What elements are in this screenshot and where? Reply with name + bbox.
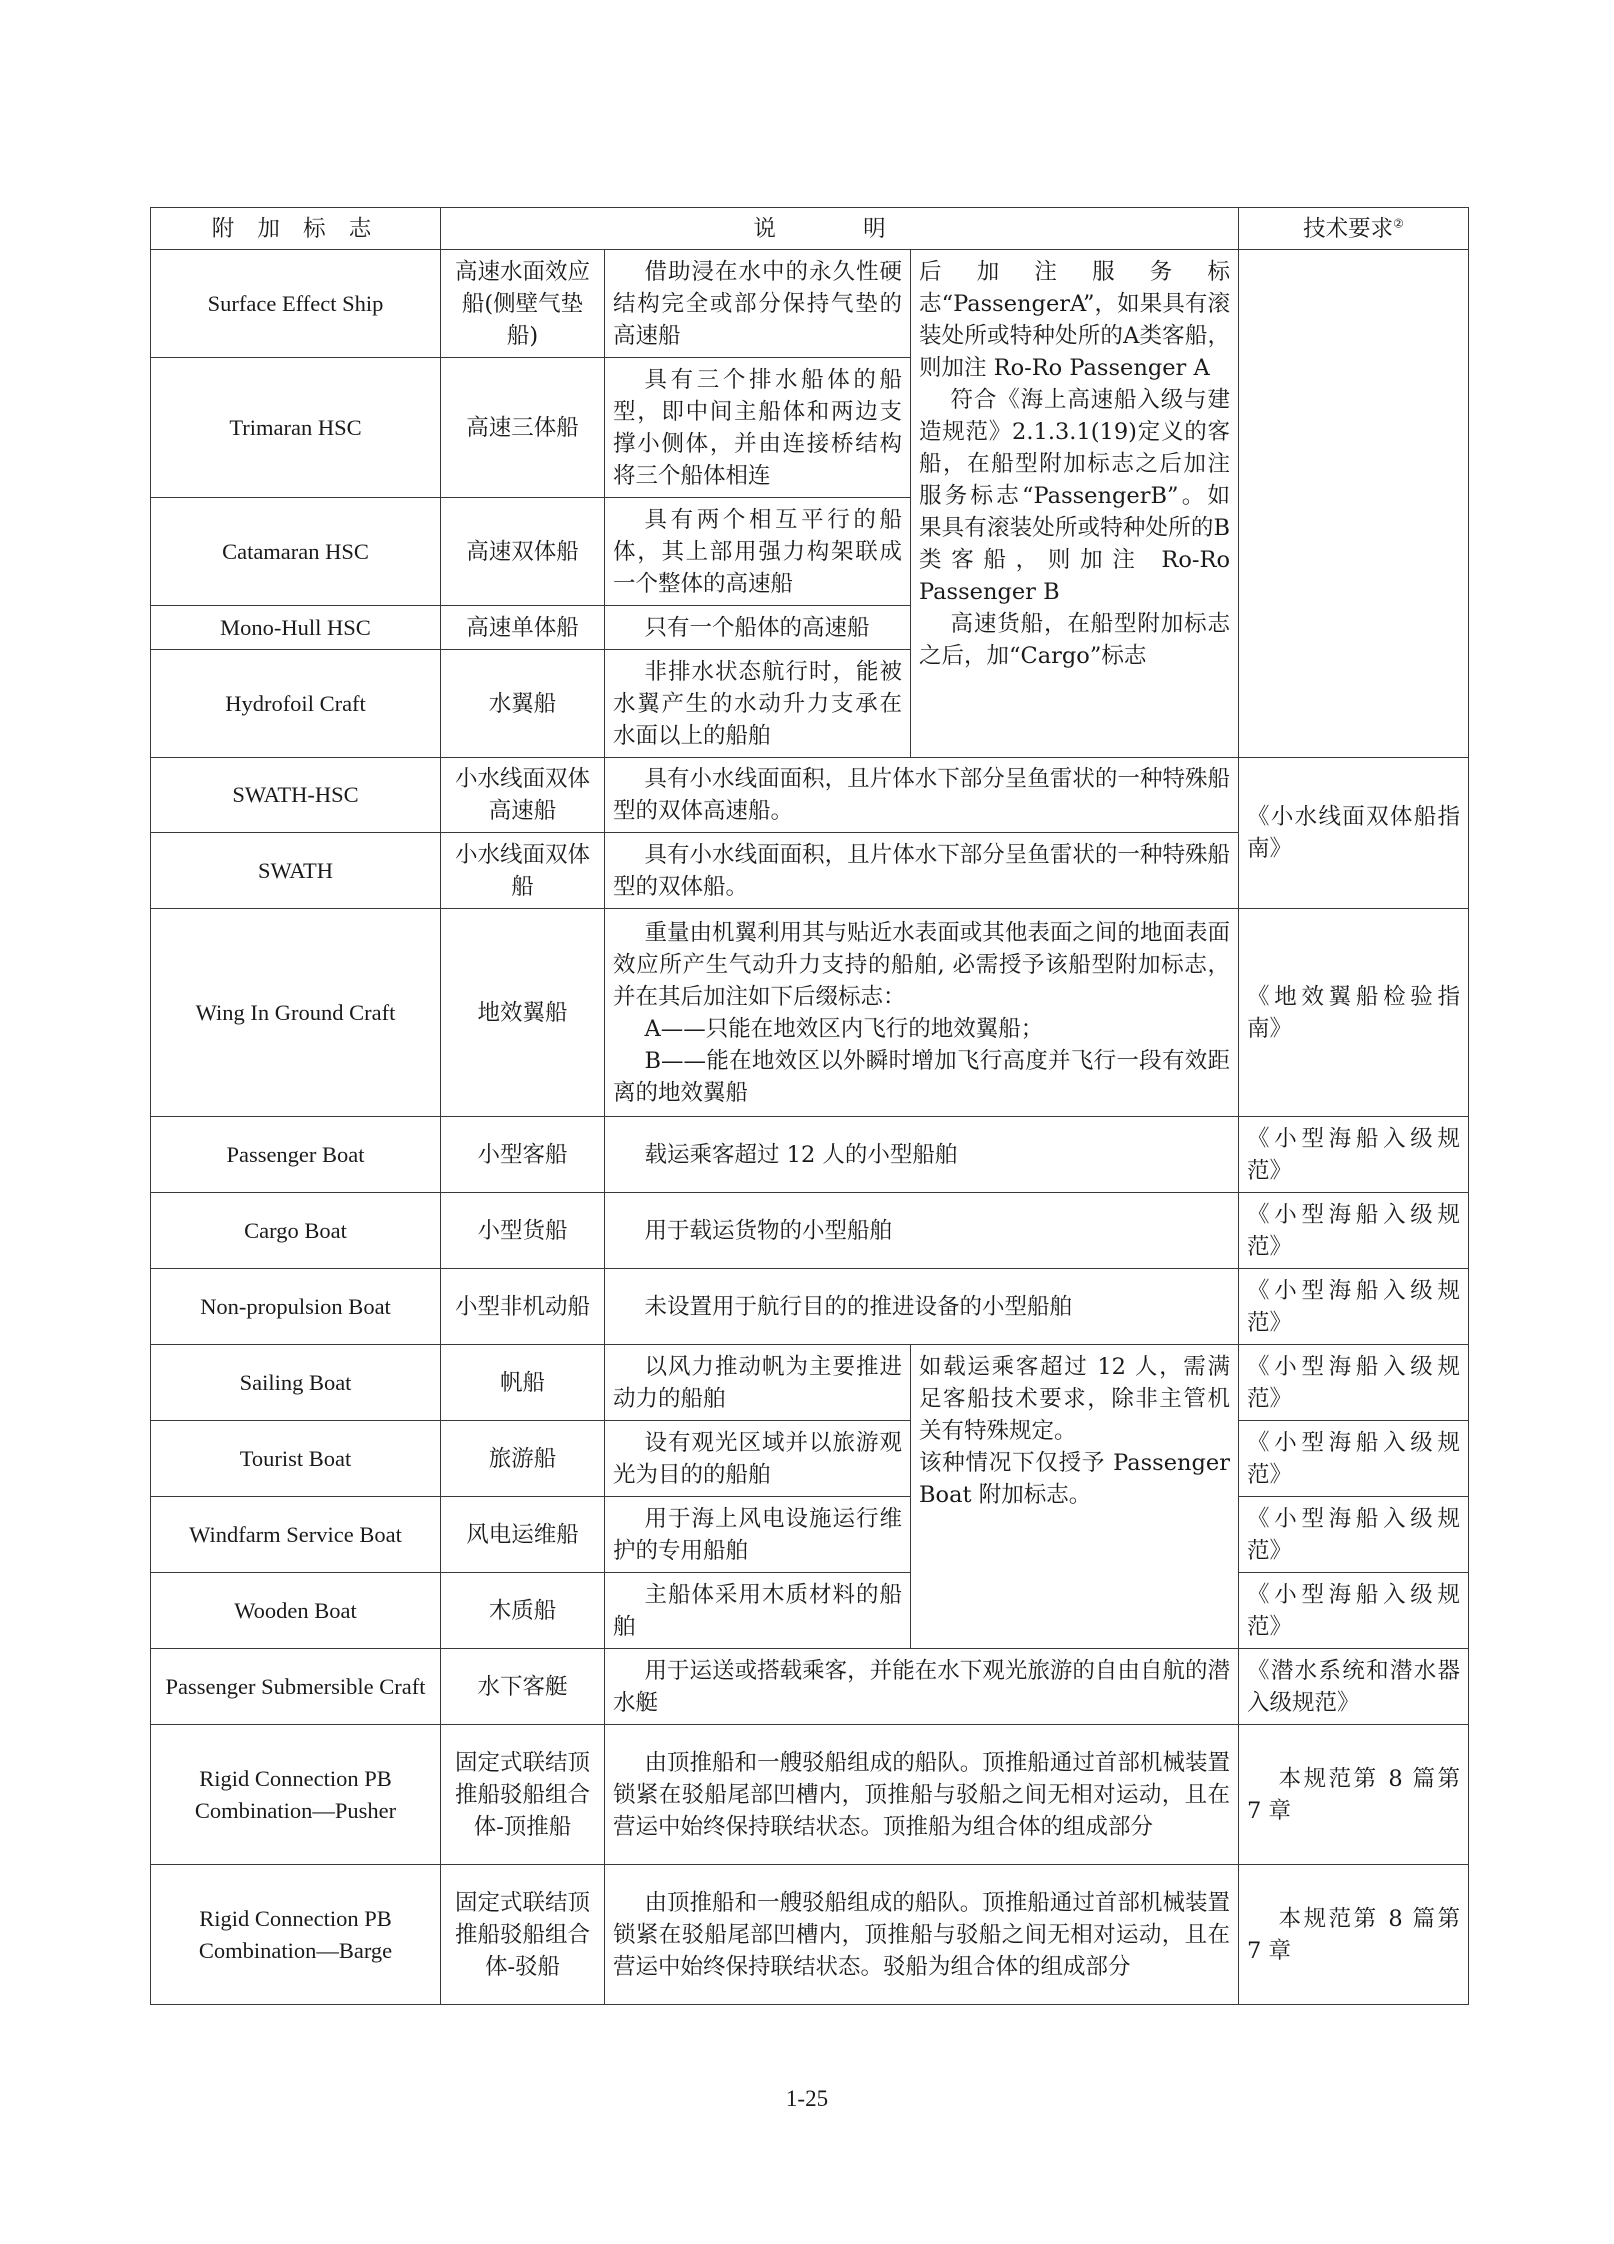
page-number: 1-25 (785, 2086, 829, 2111)
boat-group-note (911, 1345, 1239, 1649)
notation-cn: 高速双体船 (441, 498, 605, 606)
tech-req-swath: 《小水线面双体船指南》 (1239, 758, 1469, 909)
notation-desc: 未设置用于航行目的的推进设备的小型船舶 (605, 1269, 1239, 1345)
wig-desc-main: 重量由机翼利用其与贴近水表面或其他表面之间的地面表面效应所产生气动升力支持的船舶, 必需授予该船型附加标志，并在其后加注如下后缀标志： (613, 919, 1231, 1010)
hsc-note-b: 符合《海上高速船入级与建造规范》2.1.3.1(19)定义的客船，在船型附加标志之后加注服务标志“PassengerB”。如果具有滚装处所或特种处所的B类客船，则加注 Ro-Ro Passenger B (919, 387, 1231, 605)
notation-en: Mono-Hull HSC (151, 606, 441, 650)
notation-en: Windfarm Service Boat (151, 1497, 441, 1573)
notation-cn: 小水线面双体船 (441, 833, 605, 909)
tech-req-submersible: 《潜水系统和潜水器入级规范》 (1239, 1649, 1469, 1725)
table-row (151, 1421, 1469, 1497)
table-header-row (151, 208, 1469, 250)
notation-desc: 由顶推船和一艘驳船组成的船队。顶推船通过首部机械装置锁紧在驳船尾部凹槽内，顶推船与驳船之间无相对运动，且在营运中始终保持联结状态。顶推船为组合体的组成部分 (605, 1725, 1239, 1865)
notation-cn: 旅游船 (441, 1421, 605, 1497)
notation-desc: 以风力推动帆为主要推进动力的船舶 (605, 1345, 911, 1421)
notation-desc: 由顶推船和一艘驳船组成的船队。顶推船通过首部机械装置锁紧在驳船尾部凹槽内，顶推船与驳船之间无相对运动，且在营运中始终保持联结状态。驳船为组合体的组成部分 (605, 1865, 1239, 2005)
notation-cn: 水翼船 (441, 650, 605, 758)
notation-desc: 具有小水线面面积，且片体水下部分呈鱼雷状的一种特殊船型的双体高速船。 (605, 758, 1239, 833)
table-row (151, 1497, 1469, 1573)
notation-en: Wooden Boat (151, 1573, 441, 1649)
notation-desc (605, 909, 1239, 1117)
notation-en: Non-propulsion Boat (151, 1269, 441, 1345)
tech-req-wig: 《地效翼船检验指南》 (1239, 909, 1469, 1117)
notation-cn: 木质船 (441, 1573, 605, 1649)
table-row (151, 250, 1469, 358)
notation-en: Passenger Boat (151, 1117, 441, 1193)
notation-cn: 固定式联结顶推船驳船组合体-驳船 (441, 1865, 605, 2005)
notation-cn: 高速水面效应船(侧壁气垫船) (441, 250, 605, 358)
notation-en: SWATH (151, 833, 441, 909)
notation-cn: 地效翼船 (441, 909, 605, 1117)
notation-en: Tourist Boat (151, 1421, 441, 1497)
notation-desc: 具有小水线面面积，且片体水下部分呈鱼雷状的一种特殊船型的双体船。 (605, 833, 1239, 909)
header-notation: 附 加 标 志 (151, 208, 441, 250)
table-row (151, 1193, 1469, 1269)
header-description: 说 明 (441, 208, 1239, 250)
header-tech-requirements (1239, 208, 1469, 250)
tech-req-small-ship: 《小型海船入级规范》 (1239, 1193, 1469, 1269)
table-row (151, 1573, 1469, 1649)
tech-req-pb: 本规范第 8 篇第 7 章 (1239, 1865, 1469, 2005)
notation-en: Passenger Submersible Craft (151, 1649, 441, 1725)
tech-req-small-ship: 《小型海船入级规范》 (1239, 1345, 1469, 1421)
tech-req-small-ship: 《小型海船入级规范》 (1239, 1573, 1469, 1649)
notation-cn: 帆船 (441, 1345, 605, 1421)
notation-en: Trimaran HSC (151, 358, 441, 498)
notation-en: Rigid Connection PB Combination—Pusher (151, 1725, 441, 1865)
notation-desc: 只有一个船体的高速船 (605, 606, 911, 650)
table-row (151, 1117, 1469, 1193)
tech-req-small-ship: 《小型海船入级规范》 (1239, 1117, 1469, 1193)
notation-en: Catamaran HSC (151, 498, 441, 606)
table-row (151, 1725, 1469, 1865)
notation-desc: 设有观光区域并以旅游观光为目的的船舶 (605, 1421, 911, 1497)
notation-cn: 高速单体船 (441, 606, 605, 650)
notation-desc: 用于载运货物的小型船舶 (605, 1193, 1239, 1269)
notation-desc: 载运乘客超过 12 人的小型船舶 (605, 1117, 1239, 1193)
notation-en: Rigid Connection PB Combination—Barge (151, 1865, 441, 2005)
notation-cn: 水下客艇 (441, 1649, 605, 1725)
notation-desc: 借助浸在水中的永久性硬结构完全或部分保持气垫的高速船 (605, 250, 911, 358)
boat-note-passenger: 如载运乘客超过 12 人，需满足客船技术要求，除非主管机关有特殊规定。 (919, 1354, 1231, 1444)
notation-en: Wing In Ground Craft (151, 909, 441, 1117)
notation-en: Surface Effect Ship (151, 250, 441, 358)
tech-req-pb: 本规范第 8 篇第 7 章 (1239, 1725, 1469, 1865)
notation-en: SWATH-HSC (151, 758, 441, 833)
notation-cn: 风电运维船 (441, 1497, 605, 1573)
tech-req-empty (1239, 250, 1469, 758)
notation-desc: 用于海上风电设施运行维护的专用船舶 (605, 1497, 911, 1573)
tech-req-small-ship: 《小型海船入级规范》 (1239, 1497, 1469, 1573)
notation-cn: 小型货船 (441, 1193, 605, 1269)
notation-cn: 小水线面双体高速船 (441, 758, 605, 833)
notation-cn: 小型客船 (441, 1117, 605, 1193)
notation-desc: 具有两个相互平行的船体，其上部用强力构架联成一个整体的高速船 (605, 498, 911, 606)
wig-desc-b: B——能在地效区以外瞬时增加飞行高度并飞行一段有效距离的地效翼船 (613, 1047, 1231, 1106)
notation-en: Cargo Boat (151, 1193, 441, 1269)
notation-en: Sailing Boat (151, 1345, 441, 1421)
notation-cn: 小型非机动船 (441, 1269, 605, 1345)
boat-note-notation: 该种情况下仅授予 Passenger Boat 附加标志。 (919, 1450, 1231, 1508)
table-row (151, 1649, 1469, 1725)
notation-desc: 非排水状态航行时，能被水翼产生的水动升力支承在水面以上的船舶 (605, 650, 911, 758)
table-row (151, 909, 1469, 1117)
notation-table (150, 207, 1469, 2005)
hsc-note-a: 后加注服务标志“PassengerA”，如果具有滚装处所或特种处所的A类客船，则加注 Ro-Ro Passenger A (919, 259, 1231, 381)
notation-desc: 主船体采用木质材料的船舶 (605, 1573, 911, 1649)
table-row (151, 1345, 1469, 1421)
notation-desc: 具有三个排水船体的船型，即中间主船体和两边支撑小侧体，并由连接桥结构将三个船体相连 (605, 358, 911, 498)
table-row (151, 1865, 1469, 2005)
table-row (151, 758, 1469, 833)
header-tech-label: 技术要求 (1303, 215, 1394, 242)
wig-desc-a: A——只能在地效区内飞行的地效翼船； (644, 1015, 1044, 1042)
footnote-marker: ② (1393, 216, 1404, 230)
hsc-note-cargo: 高速货船，在船型附加标志之后，加“Cargo”标志 (919, 611, 1231, 669)
table-row (151, 1269, 1469, 1345)
notation-desc: 用于运送或搭载乘客，并能在水下观光旅游的自由自航的潜水艇 (605, 1649, 1239, 1725)
tech-req-small-ship: 《小型海船入级规范》 (1239, 1421, 1469, 1497)
notation-en: Hydrofoil Craft (151, 650, 441, 758)
notation-cn: 固定式联结顶推船驳船组合体-顶推船 (441, 1725, 605, 1865)
hsc-group-note (911, 250, 1239, 758)
tech-req-small-ship: 《小型海船入级规范》 (1239, 1269, 1469, 1345)
notation-cn: 高速三体船 (441, 358, 605, 498)
